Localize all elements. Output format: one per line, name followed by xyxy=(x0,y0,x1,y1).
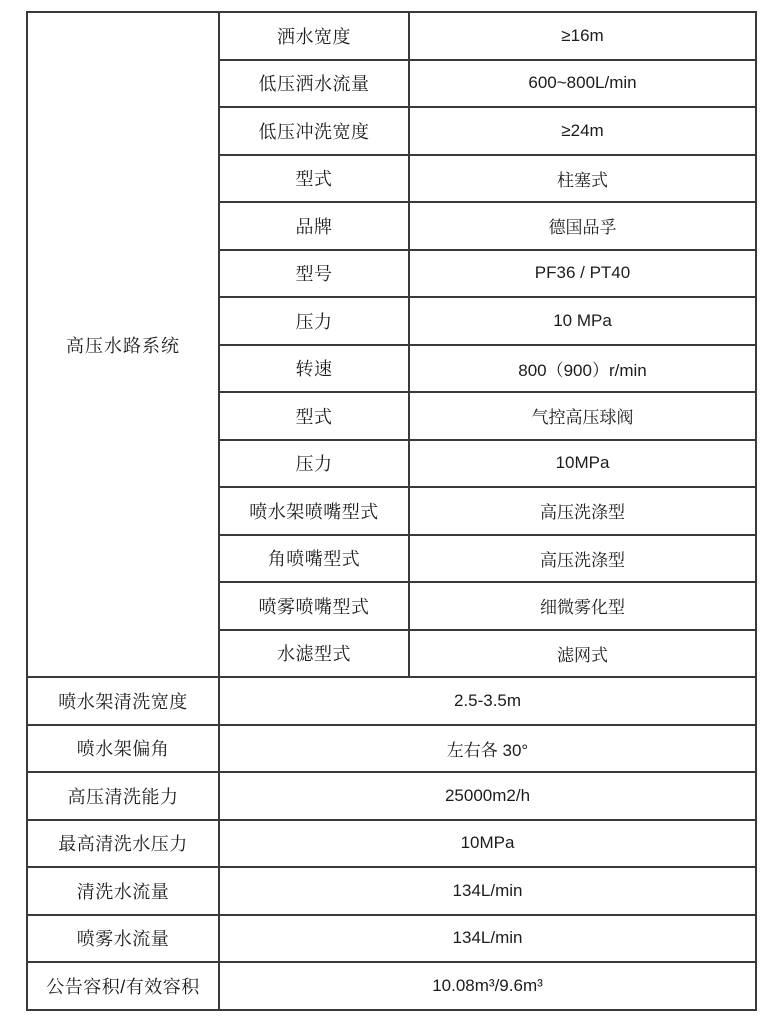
spec-value-cell: 10MPa xyxy=(219,820,756,868)
spec-value-cell: PF36 / PT40 xyxy=(409,250,756,298)
spec-row xyxy=(27,820,756,868)
spec-label-cell: 公告容积/有效容积 xyxy=(27,962,219,1010)
spec-label-cell: 最高清洗水压力 xyxy=(27,820,219,868)
spec-value-cell: 800（900）r/min xyxy=(409,345,756,393)
spec-label-cell: 型式 xyxy=(219,155,409,203)
spec-value-cell: 德国品孚 xyxy=(409,202,756,250)
spec-label-cell: 型号 xyxy=(219,250,409,298)
spec-label-cell: 低压洒水流量 xyxy=(219,60,409,108)
spec-label-cell: 角喷嘴型式 xyxy=(219,535,409,583)
spec-row xyxy=(27,725,756,773)
spec-row xyxy=(27,915,756,963)
spec-value-cell: ≥24m xyxy=(409,107,756,155)
spec-sheet xyxy=(26,11,755,1011)
spec-label-cell: 喷水架清洗宽度 xyxy=(27,677,219,725)
spec-label-cell: 压力 xyxy=(219,297,409,345)
spec-row xyxy=(27,677,756,725)
spec-label-cell: 型式 xyxy=(219,392,409,440)
spec-label-cell: 喷水架偏角 xyxy=(27,725,219,773)
spec-row xyxy=(27,12,756,60)
spec-value-cell: 高压洗涤型 xyxy=(409,535,756,583)
spec-label-cell: 品牌 xyxy=(219,202,409,250)
spec-value-cell: 25000m2/h xyxy=(219,772,756,820)
spec-value-cell: 10MPa xyxy=(409,440,756,488)
spec-value-cell: 10 MPa xyxy=(409,297,756,345)
spec-label-cell: 洒水宽度 xyxy=(219,12,409,60)
spec-label-cell: 高压清洗能力 xyxy=(27,772,219,820)
spec-label-cell: 喷水架喷嘴型式 xyxy=(219,487,409,535)
spec-row xyxy=(27,962,756,1010)
spec-value-cell: 细微雾化型 xyxy=(409,582,756,630)
spec-table xyxy=(26,11,757,1011)
spec-value-cell: 气控高压球阀 xyxy=(409,392,756,440)
spec-value-cell: 134L/min xyxy=(219,867,756,915)
spec-row xyxy=(27,772,756,820)
spec-value-cell: 左右各 30° xyxy=(219,725,756,773)
spec-label-cell: 清洗水流量 xyxy=(27,867,219,915)
spec-value-cell: 2.5-3.5m xyxy=(219,677,756,725)
spec-label-cell: 水滤型式 xyxy=(219,630,409,678)
spec-row xyxy=(27,867,756,915)
spec-label-cell: 低压冲洗宽度 xyxy=(219,107,409,155)
spec-value-cell: 134L/min xyxy=(219,915,756,963)
spec-value-cell: 10.08m³/9.6m³ xyxy=(219,962,756,1010)
spec-label-cell: 喷雾水流量 xyxy=(27,915,219,963)
group-label-cell: 高压水路系统 xyxy=(27,12,219,677)
spec-value-cell: 柱塞式 xyxy=(409,155,756,203)
spec-value-cell: 滤网式 xyxy=(409,630,756,678)
spec-value-cell: ≥16m xyxy=(409,12,756,60)
spec-label-cell: 喷雾喷嘴型式 xyxy=(219,582,409,630)
spec-value-cell: 高压洗涤型 xyxy=(409,487,756,535)
spec-label-cell: 转速 xyxy=(219,345,409,393)
spec-label-cell: 压力 xyxy=(219,440,409,488)
spec-value-cell: 600~800L/min xyxy=(409,60,756,108)
